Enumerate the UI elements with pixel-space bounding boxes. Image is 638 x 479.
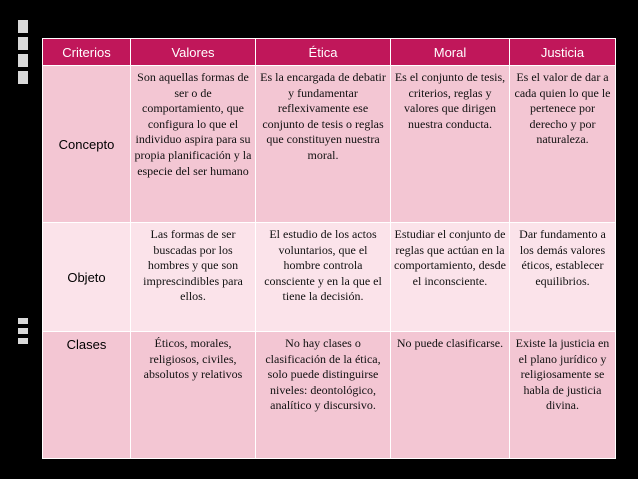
row-label-concepto: Concepto: [43, 66, 131, 223]
table-row: [43, 332, 616, 459]
table-header-row: [43, 39, 616, 66]
cell-valores: Son aquellas formas de ser o de comportamiento, que configura lo que el individuo aspira para su propia planificación y la especie del ser humano: [131, 66, 256, 223]
header-moral: Moral: [391, 39, 510, 66]
cell-valores: Éticos, morales, religiosos, civiles, absolutos y relativos: [131, 332, 256, 459]
cell-moral: Es el conjunto de tesis, criterios, reglas y valores que dirigen nuestra conducta.: [391, 66, 510, 223]
slide-decoration-bars: [18, 20, 28, 98]
header-criterios: Criterios: [43, 39, 131, 66]
comparison-table: [42, 38, 615, 459]
cell-moral: No puede clasificarse.: [391, 332, 510, 459]
cell-justicia: Es el valor de dar a cada quien lo que le pertenece por derecho y por naturaleza.: [510, 66, 616, 223]
slide-decoration-bars-lower: [18, 318, 28, 348]
table-row: [43, 66, 616, 223]
header-justicia: Justicia: [510, 39, 616, 66]
cell-justicia: Existe la justicia en el plano jurídico y religiosamente se habla de justicia divina.: [510, 332, 616, 459]
row-label-clases: Clases: [43, 332, 131, 459]
cell-justicia: Dar fundamento a los demás valores éticos, establecer equilibrios.: [510, 223, 616, 332]
cell-moral: Estudiar el conjunto de reglas que actúan en la comportamiento, desde el inconsciente.: [391, 223, 510, 332]
header-valores: Valores: [131, 39, 256, 66]
cell-etica: Es la encargada de debatir y fundamentar reflexivamente ese conjunto de tesis o reglas que constituyen nuestra moral.: [256, 66, 391, 223]
row-label-objeto: Objeto: [43, 223, 131, 332]
table-row: [43, 223, 616, 332]
cell-valores: Las formas de ser buscadas por los hombres y que son imprescindibles para ellos.: [131, 223, 256, 332]
cell-etica: El estudio de los actos voluntarios, que el hombre controla consciente y en la que el tiene la decisión.: [256, 223, 391, 332]
cell-etica: No hay clases o clasificación de la ética, solo puede distinguirse niveles: deontológico, analítico y discursivo.: [256, 332, 391, 459]
header-etica: Ética: [256, 39, 391, 66]
